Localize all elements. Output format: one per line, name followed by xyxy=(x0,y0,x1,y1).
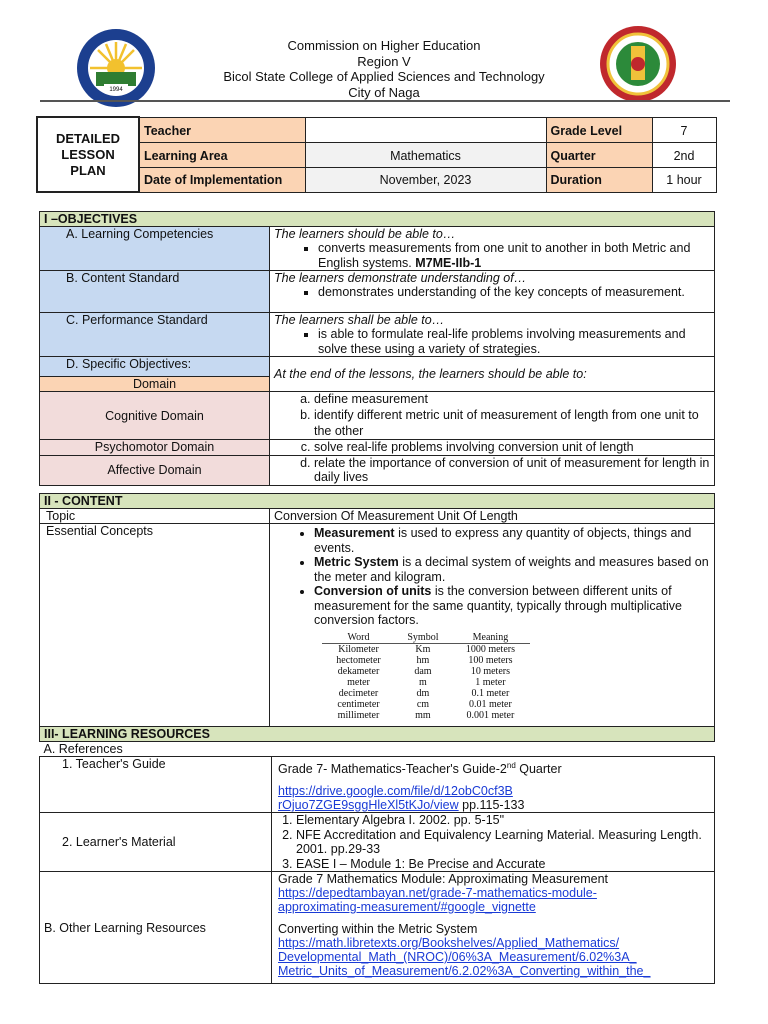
teachers-guide-content: Grade 7- Mathematics-Teacher's Guide-2nd Quarter https://drive.google.com/file/d/12obC0cf3B rOjuo7ZGE9sggHleXl5tKJo/view pp.115-133 xyxy=(272,757,715,813)
learning-competencies-label: A. Learning Competencies xyxy=(40,227,270,271)
date-label: Date of Implementation xyxy=(139,167,305,192)
objective-b: b. identify different metric unit of measurement of length from one unit to the other xyxy=(314,407,710,439)
lesson-info-table xyxy=(36,116,717,193)
teachers-guide-label: 1. Teacher's Guide xyxy=(40,757,272,813)
libretexts-link[interactable]: https://math.libretexts.org/Bookshelves/Applied_Mathematics/ xyxy=(278,936,620,951)
metric-row: decimeter dm 0.1 meter xyxy=(338,687,510,699)
concept-conversion: • Conversion of units is the conversion between different units of measurement for the same quantity, typically through multiplicative conversion factors. xyxy=(314,584,710,628)
quarter-label: Quarter xyxy=(546,142,652,167)
objective-d: d. relate the importance of conversion of unit of measurement for length in daily lives xyxy=(314,456,710,485)
metric-row: centimeter cm 0.01 meter xyxy=(337,698,512,710)
learning-area-value: Mathematics xyxy=(305,142,546,167)
libretexts-link-cont2[interactable]: Metric_Units_of_Measurement/6.2.02%3A_Converting_within_the_ xyxy=(278,964,651,979)
teacher-value xyxy=(305,117,546,142)
metric-head-word: Word xyxy=(322,632,395,644)
essential-concepts-content xyxy=(270,524,715,736)
header-line-commission: Commission on Higher Education xyxy=(287,38,481,53)
metric-head-meaning: Meaning xyxy=(451,632,530,644)
grade-level-label: Grade Level xyxy=(546,117,652,142)
module-link[interactable]: https://depedtambayan.net/grade-7-mathematics-module- xyxy=(278,886,597,901)
metric-units-table xyxy=(322,632,530,721)
concept-metric-system: • Metric System is a decimal system of weights and measures based on the meter and kilogram. xyxy=(314,555,710,584)
learners-material-2: 2. NFE Accreditation and Equivalency Learning Material. Measuring Length. 2001. pp.29-33 xyxy=(296,828,710,857)
institution-header xyxy=(0,38,768,100)
content-table xyxy=(39,493,715,736)
performance-standard-content: The learners shall be able to… ▪ is able to formulate real-life problems involving measurements and solve these using a variety of strategies. xyxy=(270,313,715,357)
dlp-title: DETAILED LESSON PLAN xyxy=(37,117,139,192)
metric-head-symbol: Symbol xyxy=(395,632,451,644)
psychomotor-domain-label: Psychomotor Domain xyxy=(40,440,270,456)
metric-row: hectometer hm 100 meters xyxy=(336,654,513,666)
affective-objectives xyxy=(270,455,715,485)
duration-label: Duration xyxy=(546,167,652,192)
essential-concepts-label: Essential Concepts xyxy=(40,524,270,736)
objectives-heading: I –OBJECTIVES xyxy=(40,212,715,227)
performance-standard-label: C. Performance Standard xyxy=(40,313,270,357)
quarter-value: 2nd xyxy=(652,142,716,167)
affective-domain-label: Affective Domain xyxy=(40,455,270,485)
teachers-guide-link[interactable]: https://drive.google.com/file/d/12obC0cf3B xyxy=(278,784,513,799)
duration-value: 1 hour xyxy=(652,167,716,192)
metric-row: dekameter dam 10 meters xyxy=(337,665,510,677)
topic-label: Topic xyxy=(40,509,270,524)
teachers-guide-link-cont[interactable]: rOjuo7ZGE9sggHleXl5tKJo/view xyxy=(278,798,459,813)
references-label: A. References xyxy=(40,742,715,757)
resources-heading: III- LEARNING RESOURCES xyxy=(40,727,715,742)
header-line-region: Region V xyxy=(357,53,411,69)
content-heading: II - CONTENT xyxy=(40,494,715,509)
learners-material-1: 1. Elementary Algebra I. 2002. pp. 5-15" xyxy=(296,813,710,828)
header-line-college: Bicol State College of Applied Sciences and Technology xyxy=(223,69,545,84)
other-resources-content: Grade 7 Mathematics Module: Approximating Measurement https://depedtambayan.net/grade-7-mathematics-module- approximating-measurement/#google_vignette Converting within the Metric System https://math.libretexts.org/Bookshelves/Applied_Mathematics/ Developmental_Math_(NROC)/06%3A_Measurement/6.02%3A_ Metric_Units_of_Measurement/6.2.02%3A_Converting_within_the_ xyxy=(272,872,715,984)
header-line-city: City of Naga xyxy=(348,84,420,100)
learners-material-content xyxy=(272,813,715,872)
metric-row: meter m 1 meter xyxy=(347,676,506,688)
learners-material-label: 2. Learner's Material xyxy=(40,813,272,872)
cognitive-domain-label: Cognitive Domain xyxy=(40,392,270,440)
objectives-table xyxy=(39,211,715,486)
learning-competencies-content: The learners should be able to… ▪ converts measurements from one unit to another in both Metric and English systems. M7ME-IIb-1 xyxy=(270,227,715,271)
grade-level-value: 7 xyxy=(652,117,716,142)
header-divider xyxy=(40,100,730,102)
specific-objectives-intro: At the end of the lessons, the learners should be able to: xyxy=(270,357,715,392)
learners-material-3: 3. EASE I – Module 1: Be Precise and Accurate xyxy=(296,857,710,872)
module-link-cont[interactable]: approximating-measurement/#google_vignette xyxy=(278,900,536,915)
specific-objectives-label: D. Specific Objectives: xyxy=(40,357,270,377)
content-standard-content: The learners demonstrate understanding of… ▪ demonstrates understanding of the key concepts of measurement. xyxy=(270,271,715,313)
domain-label: Domain xyxy=(40,377,270,392)
teacher-label: Teacher xyxy=(139,117,305,142)
psychomotor-objectives xyxy=(270,440,715,456)
libretexts-link-cont[interactable]: Developmental_Math_(NROC)/06%3A_Measurement/6.02%3A_ xyxy=(278,950,637,965)
metric-row: Kilometer Km 1000 meters xyxy=(338,643,515,655)
objective-a: a. define measurement xyxy=(314,392,710,407)
topic-value: Conversion Of Measurement Unit Of Length xyxy=(270,509,715,524)
cognitive-objectives xyxy=(270,392,715,440)
svg-text:1994: 1994 xyxy=(109,87,123,93)
learning-resources-table xyxy=(39,726,715,984)
date-value: November, 2023 xyxy=(305,167,546,192)
objective-c: c. solve real-life problems involving conversion unit of length xyxy=(314,440,710,455)
concept-measurement: • Measurement is used to express any quantity of objects, things and events. xyxy=(314,526,710,555)
metric-row: millimeter mm 0.001 meter xyxy=(337,709,515,721)
learning-area-label: Learning Area xyxy=(139,142,305,167)
content-standard-label: B. Content Standard xyxy=(40,271,270,313)
other-resources-label: B. Other Learning Resources xyxy=(40,872,272,984)
